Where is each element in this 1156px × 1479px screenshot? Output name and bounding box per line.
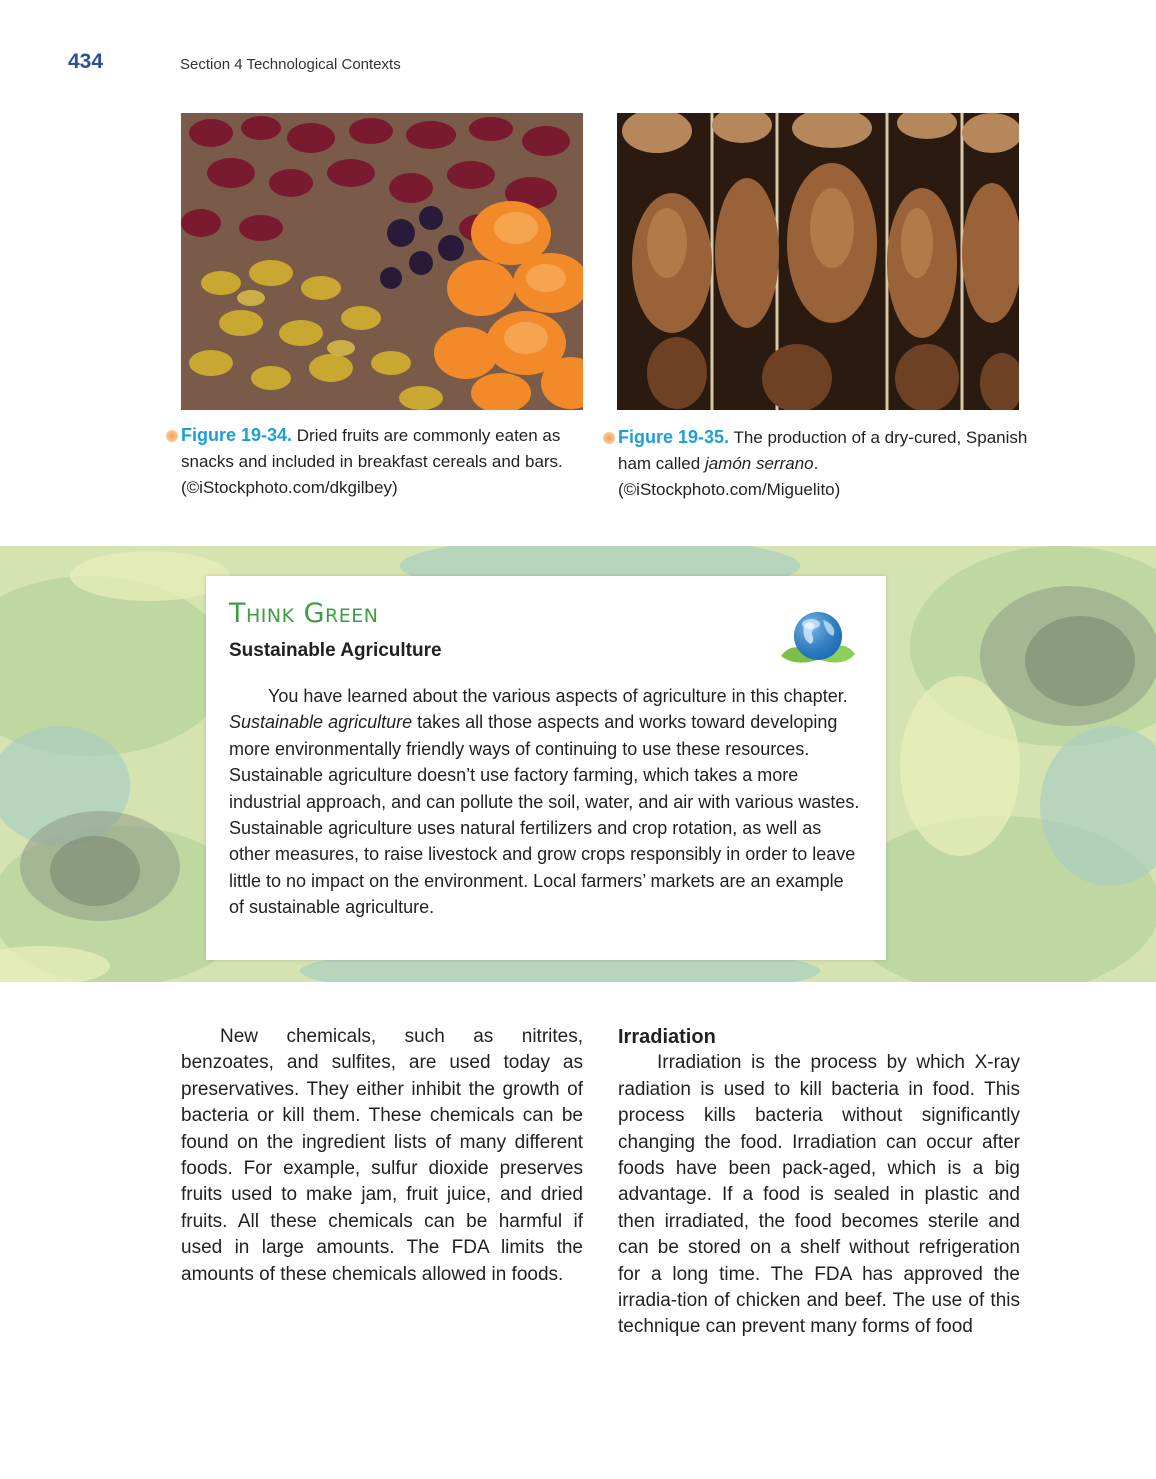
- left-column: [181, 1024, 583, 1288]
- figure-label: Figure 19-35.: [618, 427, 730, 447]
- cured-ham-photo: [617, 113, 1019, 410]
- think-green-subtitle: Sustainable Agriculture: [229, 640, 442, 661]
- figure-bullet-icon: [166, 430, 178, 442]
- figure-caption-italic: jamón serrano: [704, 454, 814, 473]
- dried-fruits-photo: [181, 113, 583, 410]
- page-number: 434: [68, 50, 104, 73]
- body-text: takes all those aspects and works toward developing more environmentally friendly ways of continuing to use these resources. Sustainable agriculture doesn’t use factory farming, which takes a more industrial approach, and can pollute the soil, water, and air with various wastes. Sustainable agriculture uses natural fertilizers and crop rotation, as well as other measures, to raise livestock and grow crops responsibly in order to leave little to no impact on the environment. Local farmers’ markets are an example of sustainable agriculture.: [229, 712, 860, 918]
- figure-caption-text: . (©iStockphoto.com/Miguelito): [618, 454, 841, 499]
- irradiation-paragraph: Irradiation is the process by which X-ray radiation is used to kill bacteria in food. This process kills bacteria without significantly changing the food. Irradiation can occur after foods have been pack-aged, which is a big advantage. If a food is sealed in plastic and then irradiated, the food becomes sterile and can be stored on a shelf without refrigeration for a long time. The FDA has approved the irradia-tion of chicken and beef. The use of this technique can prevent many forms of food: [618, 1052, 1020, 1338]
- figure-19-35-caption: [618, 424, 1038, 503]
- globe-icon: [777, 606, 859, 670]
- think-green-title: Think Green: [229, 598, 379, 629]
- body-text: You have learned about the various aspects of agriculture in this chapter.: [268, 686, 848, 706]
- irradiation-heading: Irradiation: [618, 1026, 716, 1048]
- right-column: [618, 1024, 1020, 1341]
- figure-label: Figure 19-34.: [181, 425, 293, 445]
- body-italic: Sustainable agriculture: [229, 712, 413, 733]
- running-head: Section 4 Technological Contexts: [180, 56, 401, 73]
- figure-bullet-icon: [603, 432, 615, 444]
- figure-19-34-caption: [181, 422, 601, 501]
- think-green-body: [229, 683, 861, 921]
- figure-caption-text: The production of a dry-cured, Spanish ham called: [618, 428, 1028, 473]
- figure-caption-text: Dried fruits are commonly eaten as snacks and included in breakfast cereals and bars. (©iStockphoto.com/dkgilbey): [181, 426, 563, 497]
- preservatives-paragraph: New chemicals, such as nitrites, benzoates, and sulfites, are used today as preservatives. They either inhibit the growth of bacteria or kill them. These chemicals can be found on the ingredient lists of many different foods. For example, sulfur dioxide preserves fruits used to make jam, fruit juice, and dried fruits. All these chemicals can be harmful if used in large amounts. The FDA limits the amounts of these chemicals allowed in foods.: [181, 1026, 583, 1285]
- think-green-box: [206, 576, 886, 960]
